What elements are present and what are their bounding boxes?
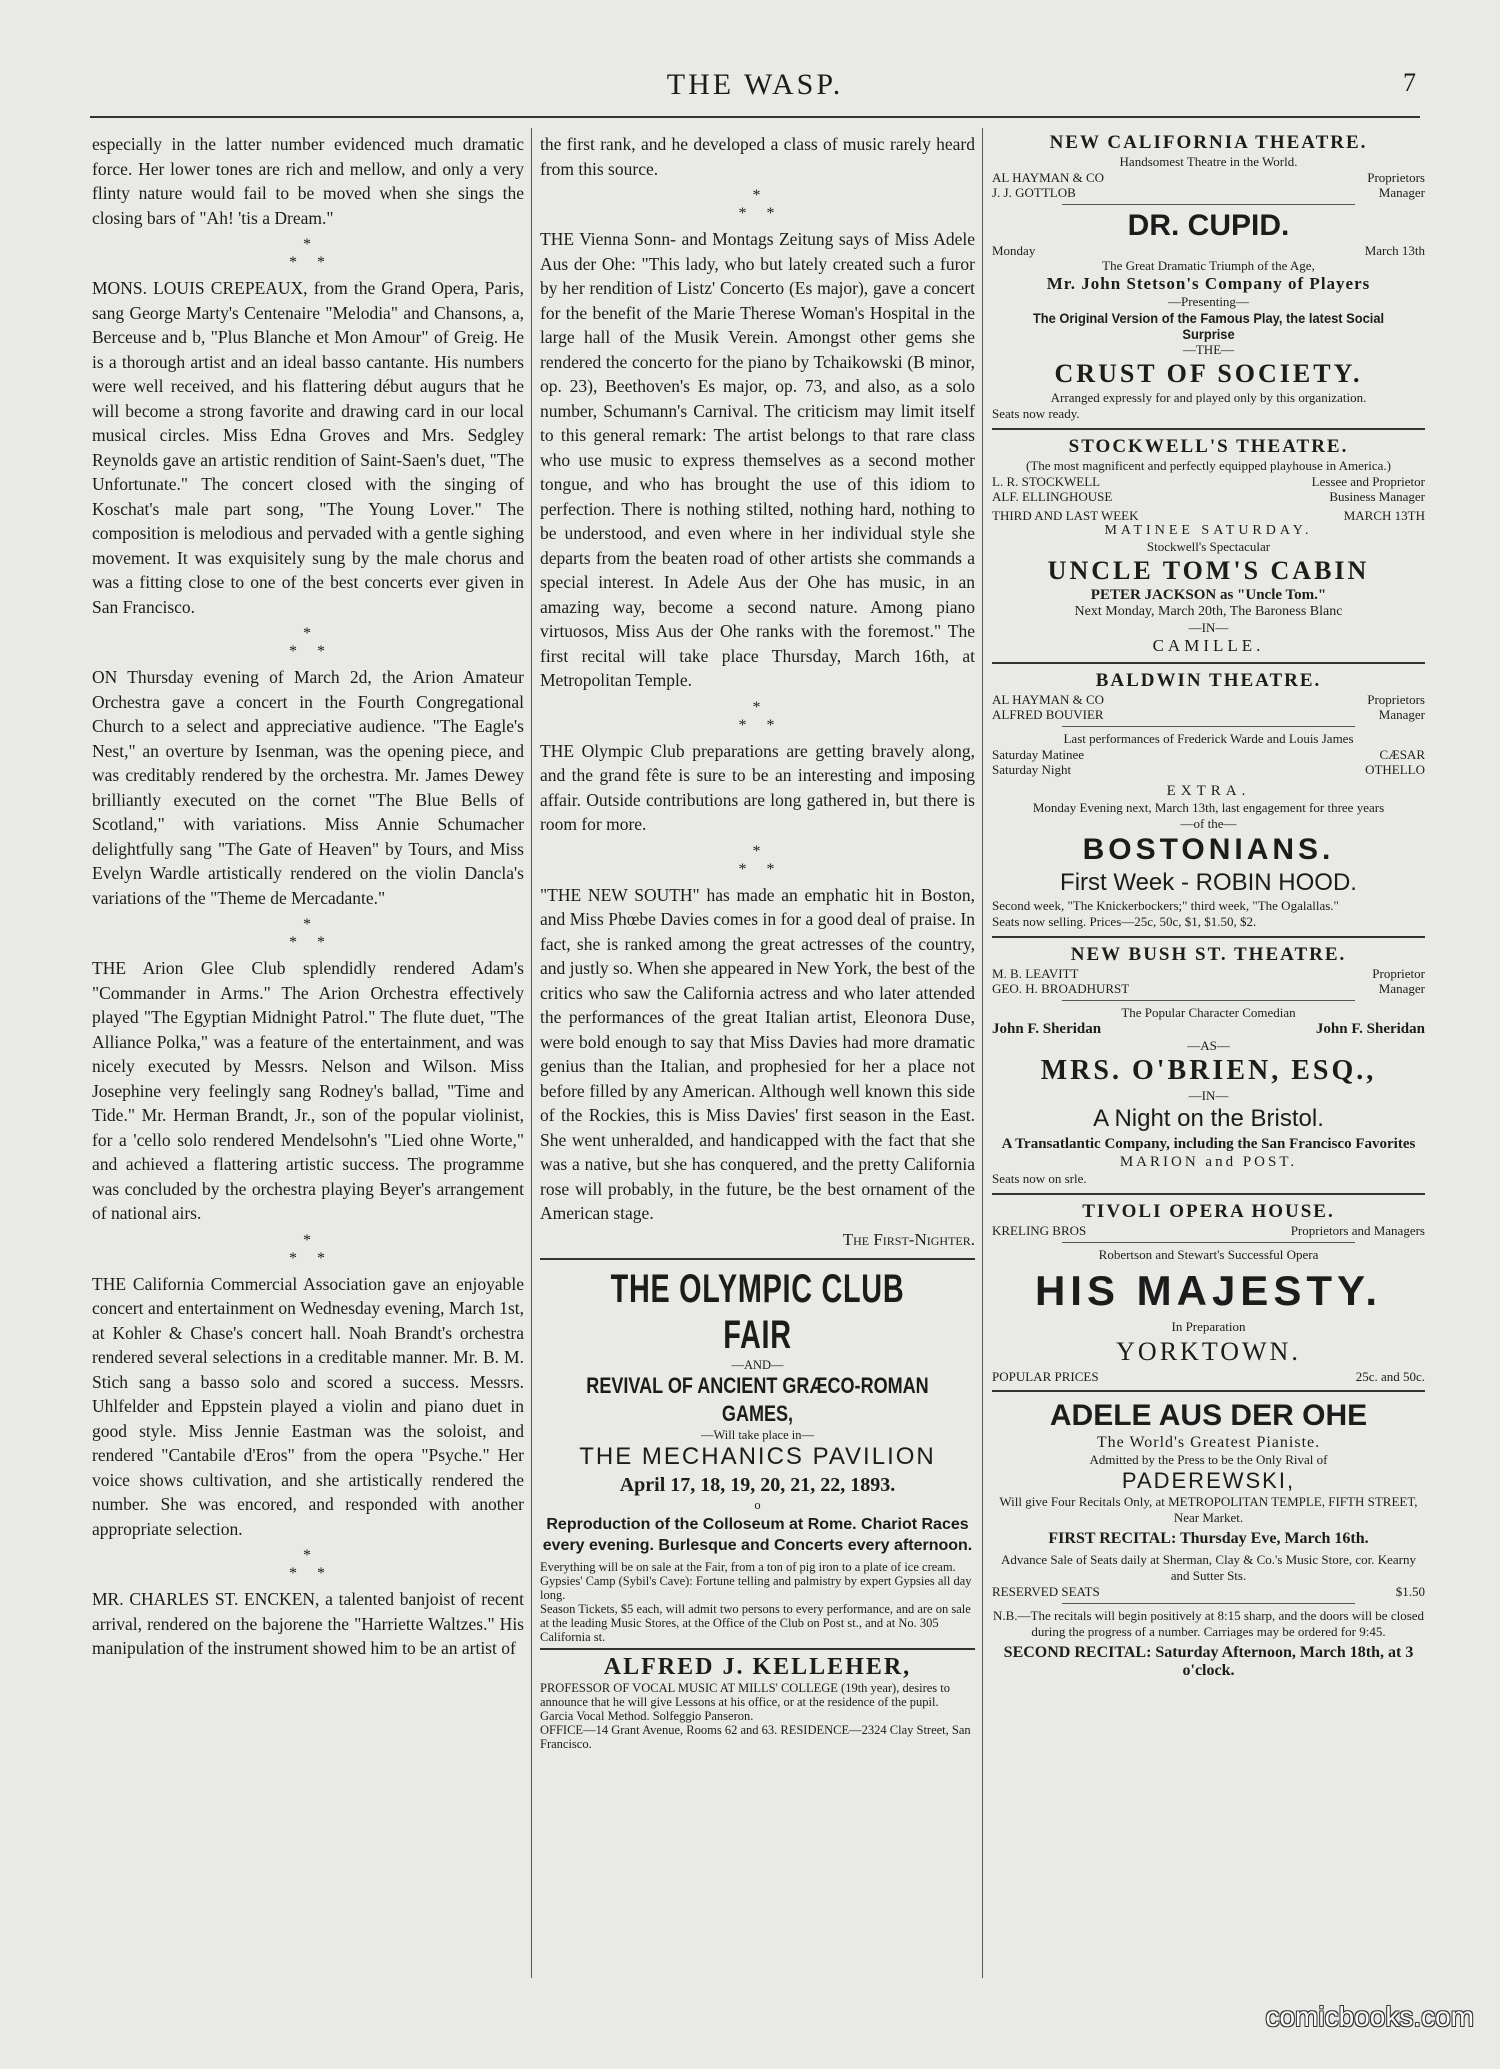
ad-text: THIRD AND LAST WEEK <box>992 508 1139 523</box>
tivoli-ad <box>992 1201 1425 1384</box>
ad-text: Business Manager <box>1329 489 1425 504</box>
ad-text: John F. Sheridan <box>992 1021 1102 1037</box>
article-paragraph: "THE NEW SOUTH" has made an emphatic hit in Boston, and Miss Phœbe Davies comes in for a good deal of praise. In fact, she is ranked among the great actresses of the country, and justly so. When she appeared in New York, the best of the critics who saw the California actress and who later attended the performances of the great Italian artist, Eleonora Duse, were bold enough to say that Miss Davies had more dramatic genius than the Italian, and prophesied for her a place not before filled by any American. Although well known this side of the Rockies, this is Miss Davies' first season in the East. She went unheralded, and handicapped with the fact that she was a native, but she has conquered, and the pretty California rose will probably, in the future, be the best ornament of the American stage. <box>540 884 975 1223</box>
ad-text: Monday Evening next, March 13th, last engagement for three years <box>1032 800 1385 815</box>
ad-text: Robertson and Stewart's Successful Opera <box>1098 1247 1319 1262</box>
ad-text: Advance Sale of Seats daily at Sherman, Clay & Co.'s Music Store, cor. Kearny and Sutter Sts. <box>1000 1552 1416 1583</box>
ad-text: KRELING BROS <box>992 1223 1087 1238</box>
ad-text: (The most magnificent and perfectly equipped playhouse in America.) <box>1026 458 1391 473</box>
ad-text: OTHELLO <box>1365 762 1425 777</box>
ad-text: CAMILLE. <box>1152 636 1265 655</box>
section-stars: * * * <box>738 187 777 222</box>
ad-heading: STOCKWELL'S THEATRE. <box>1068 436 1349 457</box>
ad-text: Stockwell's Spectacular <box>1146 539 1271 554</box>
ad-text: MARION and POST. <box>1119 1154 1298 1170</box>
ad-text: Arranged expressly for and played only by this organization. <box>1050 390 1367 405</box>
ad-text: AL HAYMAN & CO <box>992 692 1105 707</box>
adele-ad <box>992 1398 1425 1680</box>
baldwin-ad <box>992 670 1425 930</box>
ad-text: MARCH 13TH <box>1343 508 1425 523</box>
section-stars: * * * <box>289 1547 327 1582</box>
ad-text: Handsomest Theatre in the World. <box>1119 154 1298 169</box>
ad-text: L. R. STOCKWELL <box>992 474 1101 489</box>
ad-text: —of the— <box>1180 816 1237 831</box>
ad-title: CRUST OF SOCIETY. <box>1054 359 1363 388</box>
ad-text: Saturday Night <box>992 762 1072 777</box>
ad-text: Everything will be on sale at the Fair, from a ton of pig iron to a plate of ice cream. <box>540 1559 956 1574</box>
article-paragraph: ON Thursday evening of March 2d, the Arion Amateur Orchestra gave a concert in the Fourth Congregational Church to a select and appreciative audience. "The Eagle's Nest," an overture by Isenman, was the opening piece, and was creditably rendered by the orchestra. Mr. James Dewey brilliantly executed on the cornet "The Blue Bells of Scotland," with variations. Miss Annie Schumacher delightfully sang "The Gate of Heaven" by Tours, and Miss Evelyn Wardle artistically rendered on the violin Dancla's variations of the "Theme de Mercadante." <box>92 667 524 908</box>
ad-text: Lessee and Proprietor <box>1311 474 1425 489</box>
ad-text: PETER JACKSON as "Uncle Tom." <box>1090 587 1327 603</box>
section-stars: * * * <box>289 916 327 951</box>
ad-text: March 13th <box>1364 243 1425 258</box>
ad-text: —Will take place in— <box>700 1427 814 1442</box>
ad-text: —IN— <box>1188 620 1229 635</box>
article-paragraph: THE Olympic Club preparations are getting bravely along, and the grand fête is sure to be an interesting and imposing affair. Outside contributions are long gathered in, but there is room for more. <box>540 740 975 834</box>
ad-text: Seats now selling. Prices—25c, 50c, $1, $1.50, $2. <box>992 914 1257 929</box>
ad-text: Proprietors <box>1367 170 1425 185</box>
ad-text: Manager <box>1378 707 1425 722</box>
article-paragraph: THE Vienna Sonn- and Montags Zeitung says of Miss Adele Aus der Ohe: "This lady, who but lately created such a furor by her rendition of Listz' Concerto (Es major), gave a concert for the benefit of the Marie Therese Woman's Hospital in the large hall of the Musik Verein. Amongst other gems she rendered the concerto for the piano by Tchaikowski (B minor, op. 23), Beethoven's Es major, op. 73, and also, as a solo number, Schumann's Carnival. The criticism may limit itself to this general remark: The artist belongs to that rare class who use music to express themselves as a second mother tongue, and who has brought the use of this idiom to perfection. There is nothing stilted, nothing hard, nothing to be understood, and even where in her individual style she departs from the beaten road of other artists she commands a special interest. In Adele Aus der Ohe has music, in an amazing way, become a second nature. Among piano virtuosos, Miss Aus der Ohe ranks with the foremost." The first recital will take place Thursday, March 16th, at Metropolitan Temple. <box>540 229 975 690</box>
ad-text: PADEREWSKI, <box>1121 1468 1296 1493</box>
article-paragraph: especially in the latter number evidenced much dramatic force. Her lower tones are rich and mellow, and only a very flinty nature would fail to be moved when she sings the closing bars of "Ah! 'tis a Dream." <box>92 134 524 228</box>
ad-text: Proprietor <box>1372 966 1425 981</box>
header-rule <box>90 116 1420 118</box>
ad-heading: NEW BUSH ST. THEATRE. <box>1070 944 1347 965</box>
article-paragraph: MR. CHARLES ST. ENCKEN, a talented banjoist of recent arrival, rendered on the bajorene the "Harriette Waltzes." His manipulation of the instrument showed him to be an artist of <box>92 1589 524 1658</box>
ad-text: Proprietors and Managers <box>1290 1223 1425 1238</box>
ad-title: ADELE AUS DER OHE <box>1049 1399 1368 1432</box>
ad-text: —IN— <box>1188 1088 1229 1103</box>
stockwell-ad <box>992 436 1425 656</box>
olympic-reproduction: Reproduction of the Colloseum at Rome. Chariot Races every evening. Burlesque and Concerts every afternoon. <box>542 1515 973 1554</box>
ad-text: Admitted by the Press to be the Only Rival of <box>1089 1452 1328 1467</box>
ad-text: Season Tickets, $5 each, will admit two persons to every performance, and are on sale at the leading Music Stores, at the Office of the Club on Post st., and at No. 305 California st. <box>540 1601 971 1644</box>
page-number: 7 <box>1403 68 1416 97</box>
ad-title: BOSTONIANS. <box>1082 833 1335 866</box>
article-paragraph: THE California Commercial Association gave an enjoyable concert and entertainment on Wednesday evening, March 1st, at Kohler & Chase's concert hall. Noah Brandt's orchestra rendered several selections in a creditable manner. Mr. B. M. Stich sang a basso solo and scored a success. Messrs. Uhlfelder and Eppstein played a violin and piano duet in good style. Miss Jennie Eastman was the soloist, and rendered "Cantabile d'Eros" from the opera "Psyche." Her voice shows cultivation, and she artistically rendered the number. She was encored, and responded with another appropriate selection. <box>92 1273 524 1539</box>
kelleher-name: ALFRED J. KELLEHER, <box>603 1653 912 1680</box>
ad-text: First Week - ROBIN HOOD. <box>1060 869 1357 896</box>
article-paragraph: MONS. LOUIS CREPEAUX, from the Grand Opera, Paris, sang George Marty's Centenaire "Melodia" and Chansons, a, Berceuse and b, "Plus Blanche et Mon Amour" of Greig. He is a thorough artist and an ideal basso cantante. His numbers were well received, and his flattering début augurs that he will become a strong favorite and drawing card in our local musical circles. Miss Edna Groves and Mrs. Sedgley Reynolds gave an artistic rendition of Saint-Saen's duet, "The Unfortunate." The concert closed with the singing of Koschat's male part song, "The Young Lover." The composition is melodious and pervaded with a gentle sighing movement. It was exquisitely sung by the male chorus and was a fitting close to one of the best concerts ever given in San Francisco. <box>92 278 524 617</box>
ad-text: Gypsies' Camp (Sybil's Cave): Fortune telling and palmistry by expert Gypsies all day long. <box>540 1573 972 1602</box>
new-bush-ad <box>992 944 1425 1187</box>
olympic-dates: April 17, 18, 19, 20, 21, 22, 1893. <box>619 1473 896 1496</box>
column-middle <box>540 132 975 1751</box>
ad-text: A Night on the Bristol. <box>1093 1105 1324 1132</box>
ad-text: o <box>754 1497 761 1512</box>
ad-text: OFFICE—14 Grant Avenue, Rooms 62 and 63. RESIDENCE—2324 Clay Street, San Francisco. <box>540 1722 971 1751</box>
column-right-ads <box>992 132 1425 1680</box>
ad-text: J. J. GOTTLOB <box>992 185 1076 200</box>
column-divider <box>531 128 532 1978</box>
ad-text: Manager <box>1378 185 1425 200</box>
ad-text: The Great Dramatic Triumph of the Age, <box>1102 258 1315 273</box>
ad-text: —THE— <box>1182 342 1235 357</box>
ad-text: Mr. John Stetson's Company of Players <box>1046 274 1371 293</box>
ad-text: The Original Version of the Famous Play, the latest Social Surprise <box>1032 310 1385 342</box>
ad-text: N.B.—The recitals will begin positively at 8:15 sharp, and the doors will be closed during the progress of a number. Carriages may be ordered for 9:45. <box>992 1608 1425 1639</box>
ad-text: Last performances of Frederick Warde and Louis James <box>1063 731 1354 746</box>
ad-text: EXTRA. <box>1166 783 1251 799</box>
olympic-venue: THE MECHANICS PAVILION <box>579 1442 936 1470</box>
ad-text: —Presenting— <box>1168 294 1249 309</box>
ad-text: Saturday Matinee <box>992 747 1085 762</box>
column-left <box>92 132 524 1661</box>
ad-text: FIRST RECITAL: Thursday Eve, March 16th. <box>1048 1530 1369 1547</box>
ad-text: ALFRED BOUVIER <box>992 707 1104 722</box>
ad-text: Next Monday, March 20th, The Baroness Blanc <box>1074 604 1343 619</box>
ad-text: Seats now ready. <box>992 406 1080 421</box>
ad-text: Proprietors <box>1367 692 1425 707</box>
ad-title: YORKTOWN. <box>1116 1337 1301 1366</box>
olympic-revival: REVIVAL OF ANCIENT GRÆCO-ROMAN GAMES, <box>586 1372 929 1426</box>
ad-text: A Transatlantic Company, including the San Francisco Favorites <box>1001 1136 1416 1152</box>
ad-text: —AS— <box>1187 1038 1230 1053</box>
ad-title: HIS MAJESTY. <box>1034 1267 1383 1314</box>
ad-heading: NEW CALIFORNIA THEATRE. <box>1049 132 1368 153</box>
ad-text: John F. Sheridan <box>1315 1021 1425 1037</box>
section-stars: * * * <box>738 698 777 734</box>
ad-text: M. B. LEAVITT <box>992 966 1079 981</box>
ad-text: AL HAYMAN & CO <box>992 170 1105 185</box>
watermark: comicbooks.com <box>1265 2001 1474 2032</box>
ad-text: Monday <box>992 243 1036 258</box>
ad-title: MRS. O'BRIEN, ESQ., <box>1040 1055 1377 1086</box>
page-header <box>90 64 1420 120</box>
section-stars: * * * <box>289 625 327 660</box>
section-stars: * * * <box>289 236 327 271</box>
ad-text: RESERVED SEATS <box>992 1584 1100 1599</box>
ad-title: DR. CUPID. <box>1127 209 1290 242</box>
ad-title: UNCLE TOM'S CABIN <box>1047 556 1370 585</box>
ad-text: Second week, "The Knickerbockers;" third week, "The Ogalallas." <box>992 898 1339 913</box>
new-california-ad <box>992 132 1425 422</box>
ad-text: The Popular Character Comedian <box>1121 1005 1296 1020</box>
byline: The First-Nighter. <box>842 1229 975 1249</box>
section-stars: * * * <box>738 842 777 878</box>
ad-text: —AND— <box>731 1357 784 1372</box>
ad-text: The World's Greatest Pianiste. <box>1096 1434 1321 1451</box>
section-stars: * * * <box>289 1231 327 1267</box>
ad-text: $1.50 <box>1395 1584 1425 1599</box>
ad-text: Manager <box>1378 981 1425 996</box>
ad-text: 25c. and 50c. <box>1355 1369 1425 1384</box>
article-paragraph: the first rank, and he developed a class of music rarely heard from this source. <box>540 134 975 179</box>
ad-text: SECOND RECITAL: Saturday Afternoon, March 18th, at 3 o'clock. <box>1003 1644 1414 1679</box>
olympic-title: THE OLYMPIC CLUB FAIR <box>610 1266 905 1357</box>
ad-text: CÆSAR <box>1379 747 1425 762</box>
ad-text: ALF. ELLINGHOUSE <box>992 489 1113 504</box>
ad-text: POPULAR PRICES <box>992 1369 1099 1384</box>
ad-text: Seats now on srle. <box>992 1171 1087 1186</box>
olympic-fair-ad <box>540 1258 975 1751</box>
ad-heading: TIVOLI OPERA HOUSE. <box>1082 1201 1335 1222</box>
ad-text: MATINEE SATURDAY. <box>1104 523 1313 538</box>
article-paragraph: THE Arion Glee Club splendidly rendered Adam's "Commander in Arms." The Arion Orchestra effectively played "The Egyptian Midnight Patrol." The flute duet, "The Alliance Polka," was a feature of the entertainment, and was nicely executed by Messrs. Nelson and Wilson. Miss Josephine very feelingly sang Rodney's ballad, "Time and Tide." Mr. Herman Brandt, Jr., son of the popular violinist, for a 'cello solo rendered Mendelsohn's "Lied ohne Worte," and achieved a flattering artistic success. The programme was concluded by the orchestra playing Beyer's arrangement of national airs. <box>92 958 524 1223</box>
ad-heading: BALDWIN THEATRE. <box>1095 670 1322 691</box>
ad-text: In Preparation <box>1171 1319 1246 1334</box>
column-divider <box>982 128 983 1978</box>
ad-text: GEO. H. BROADHURST <box>992 981 1130 996</box>
ad-text: Will give Four Recitals Only, at METROPOLITAN TEMPLE, FIFTH STREET, Near Market. <box>999 1494 1418 1525</box>
ad-text: PROFESSOR OF VOCAL MUSIC AT MILLS' COLLEGE (19th year), desires to announce that he will give Lessons at his office, or at the residence of the pupil. Garcia Vocal Method. Solfeggio Panseron. <box>540 1680 951 1723</box>
masthead-title: THE WASP. <box>666 68 844 101</box>
